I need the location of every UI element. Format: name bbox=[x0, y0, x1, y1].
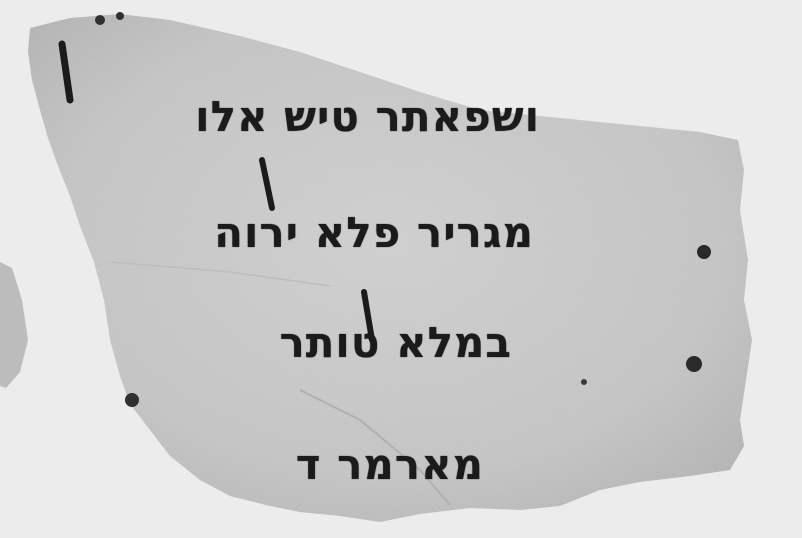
ink-dot bbox=[581, 379, 587, 385]
manuscript-line-2: מגריר פלא ירוה bbox=[214, 208, 534, 257]
ink-dot bbox=[697, 245, 711, 259]
manuscript-line-4: מארמר ד bbox=[295, 440, 484, 489]
manuscript-line-3: במלא טותר bbox=[279, 318, 512, 367]
ink-dot bbox=[686, 356, 702, 372]
ink-dot bbox=[116, 12, 124, 20]
ink-dot bbox=[125, 393, 139, 407]
ink-dot bbox=[95, 15, 105, 25]
manuscript-line-1: ושפאתר טיש אלו bbox=[195, 92, 540, 141]
